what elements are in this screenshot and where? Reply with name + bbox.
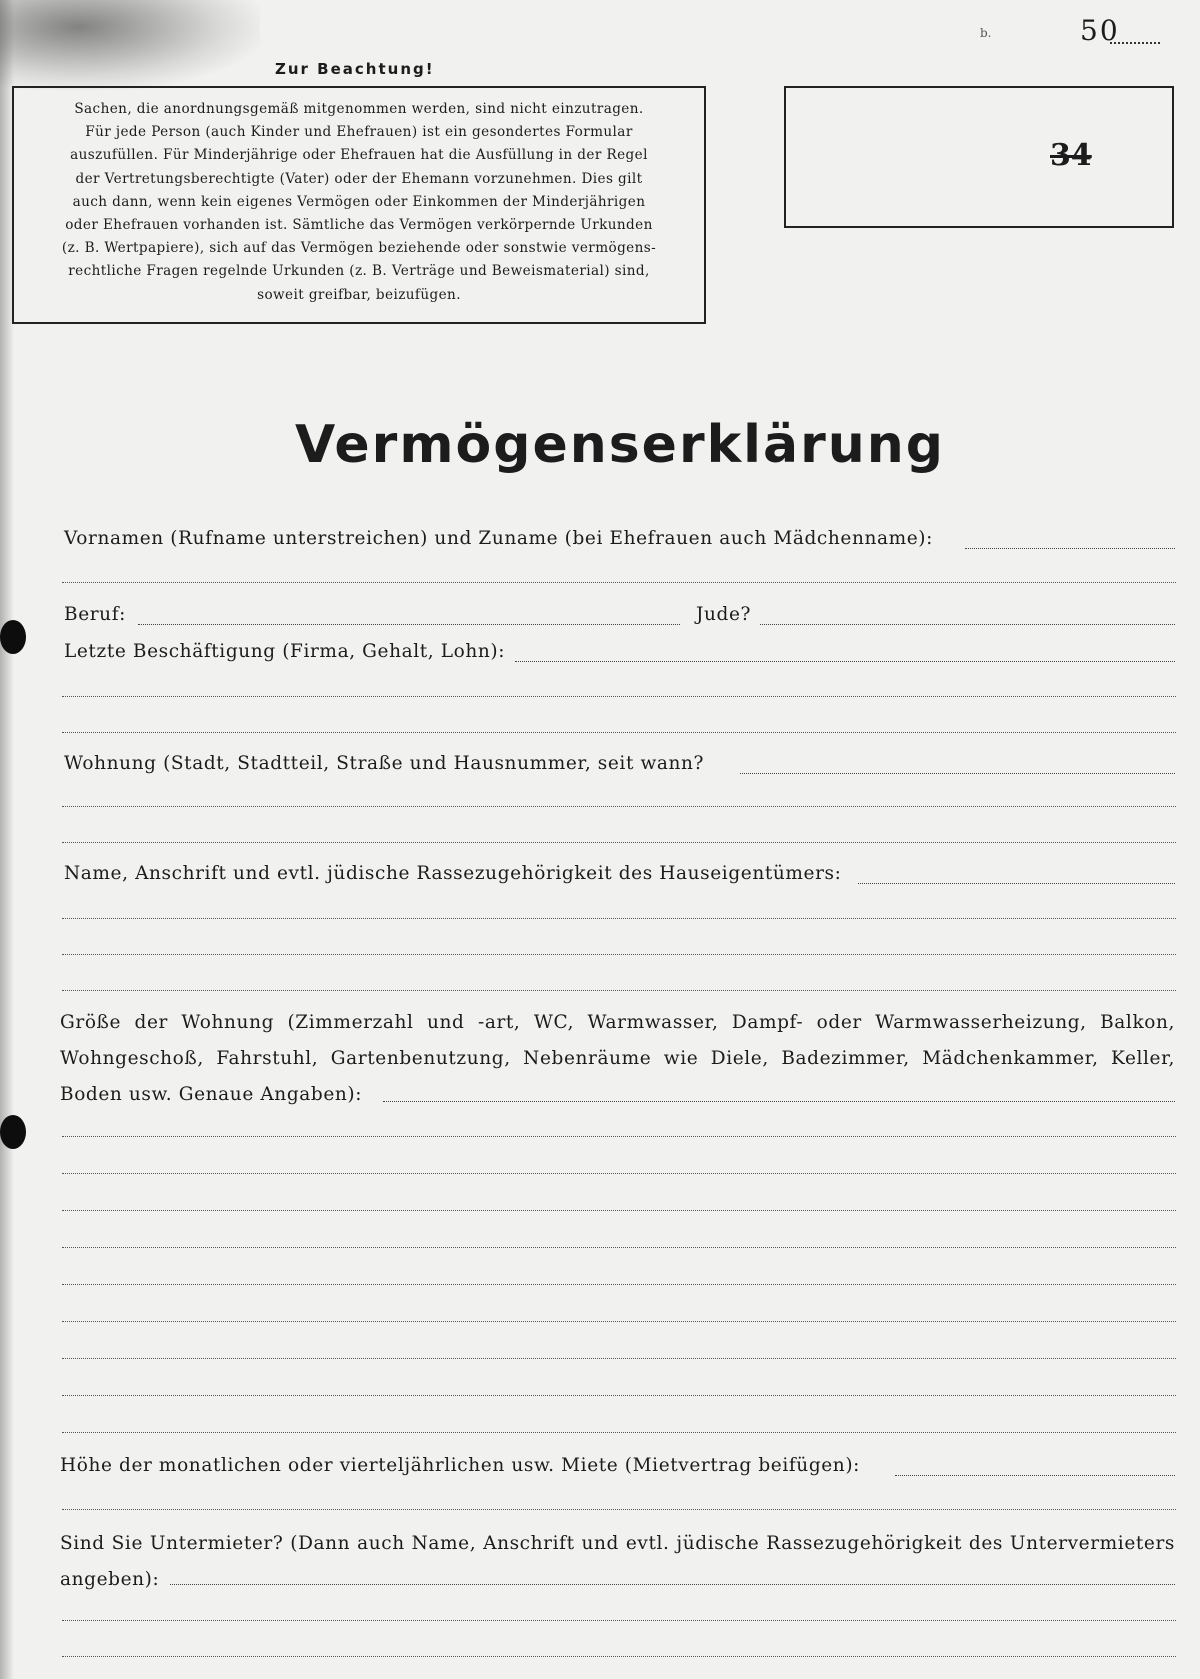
stamp-number: 34 [1050,138,1092,173]
scan-smudge [0,0,260,90]
size-field-line-9[interactable] [62,1395,1176,1396]
rent-field-line-2[interactable] [62,1509,1176,1510]
names-field[interactable] [965,548,1175,549]
last-job-field-line-2[interactable] [62,696,1176,697]
subtenant-label: Sind Sie Untermieter? (Dann auch Name, Anschrift und evtl. jüdische Rassezugehörigkeit des Untervermieters angeben): [60,1533,1175,1590]
notice-line: Für jede Person (auch Kinder und Ehefrauen) ist ein gesondertes Formular [85,124,633,141]
last-job-field-line-3[interactable] [62,732,1176,733]
size-field-line-6[interactable] [62,1284,1176,1285]
owner-field-line-4[interactable] [62,990,1176,991]
notice-box [12,86,706,324]
beruf-label: Beruf: [64,604,126,625]
rent-field[interactable] [895,1475,1175,1476]
size-field-line-2[interactable] [62,1136,1176,1137]
rent-label: Höhe der monatlichen oder vierteljährlichen usw. Miete (Mietvertrag beifügen): [60,1455,860,1476]
owner-label: Name, Anschrift und evtl. jüdische Rassezugehörigkeit des Hauseigentümers: [64,863,842,884]
owner-field[interactable] [858,883,1175,884]
jude-label: Jude? [696,604,752,625]
size-field-line-7[interactable] [62,1321,1176,1322]
page-mark: b. [980,26,992,40]
residence-label: Wohnung (Stadt, Stadtteil, Straße und Hausnummer, seit wann? [64,753,705,774]
subtenant-field-line-2[interactable] [62,1620,1176,1621]
size-field-line-5[interactable] [62,1247,1176,1248]
size-field-line-3[interactable] [62,1173,1176,1174]
punch-hole-bottom [0,1115,26,1149]
notice-line: (z. B. Wertpapiere), sich auf das Vermögen beziehende oder sonstwie vermögens- [61,240,657,257]
punch-hole-top [0,620,26,654]
names-label: Vornamen (Rufname unterstreichen) und Zuname (bei Ehefrauen auch Mädchenname): [64,528,933,549]
jude-field[interactable] [760,624,1175,625]
owner-field-line-2[interactable] [62,918,1176,919]
notice-line: auszufüllen. Für Minderjährige oder Ehefrauen hat die Ausfüllung in der Regel [70,147,648,164]
size-field-line-8[interactable] [62,1358,1176,1359]
size-field-line-10[interactable] [62,1432,1176,1433]
size-field-line-4[interactable] [62,1210,1176,1211]
names-field-line-2[interactable] [62,582,1176,583]
subtenant-field-line-3[interactable] [62,1656,1176,1657]
subtenant-field[interactable] [170,1584,1175,1585]
last-job-field[interactable] [515,661,1175,662]
residence-field-line-2[interactable] [62,806,1176,807]
notice-line: der Vertretungsberechtigte (Vater) oder der Ehemann vorzunehmen. Dies gilt [75,170,643,187]
stamp-box [784,86,1174,228]
beruf-field[interactable] [138,624,680,625]
notice-line: auch dann, wenn kein eigenes Vermögen oder Einkommen der Minderjährigen [72,193,646,210]
notice-line: rechtliche Fragen regelnde Urkunden (z. B. Verträge und Beweismaterial) sind, [68,263,650,280]
page-number-underline [1110,42,1160,44]
form-title: Vermögenserklärung [295,415,945,475]
notice-heading: Zur Beachtung! [275,60,435,78]
residence-field[interactable] [740,773,1175,774]
page-number: 50 [1080,14,1120,47]
residence-field-line-3[interactable] [62,842,1176,843]
owner-field-line-3[interactable] [62,954,1176,955]
notice-line: oder Ehefrauen vorhanden ist. Sämtliche das Vermögen verkörpernde Urkunden [65,217,653,234]
size-field[interactable] [383,1101,1175,1102]
size-label: Größe der Wohnung (Zimmerzahl und -art, WC, Warmwasser, Dampf- oder Warmwasserheizung, Balkon, Wohngeschoß, Fahrstuhl, Gartenbenutzung, Nebenräume wie Diele, Badezimmer, Mädchenkammer, Keller, Boden usw. Genaue Angaben): [60,1012,1175,1105]
last-job-label: Letzte Beschäftigung (Firma, Gehalt, Lohn): [64,641,506,662]
notice-line: Sachen, die anordnungsgemäß mitgenommen werden, sind nicht einzutragen. [74,101,644,117]
notice-line: soweit greifbar, beizufügen. [257,286,461,303]
